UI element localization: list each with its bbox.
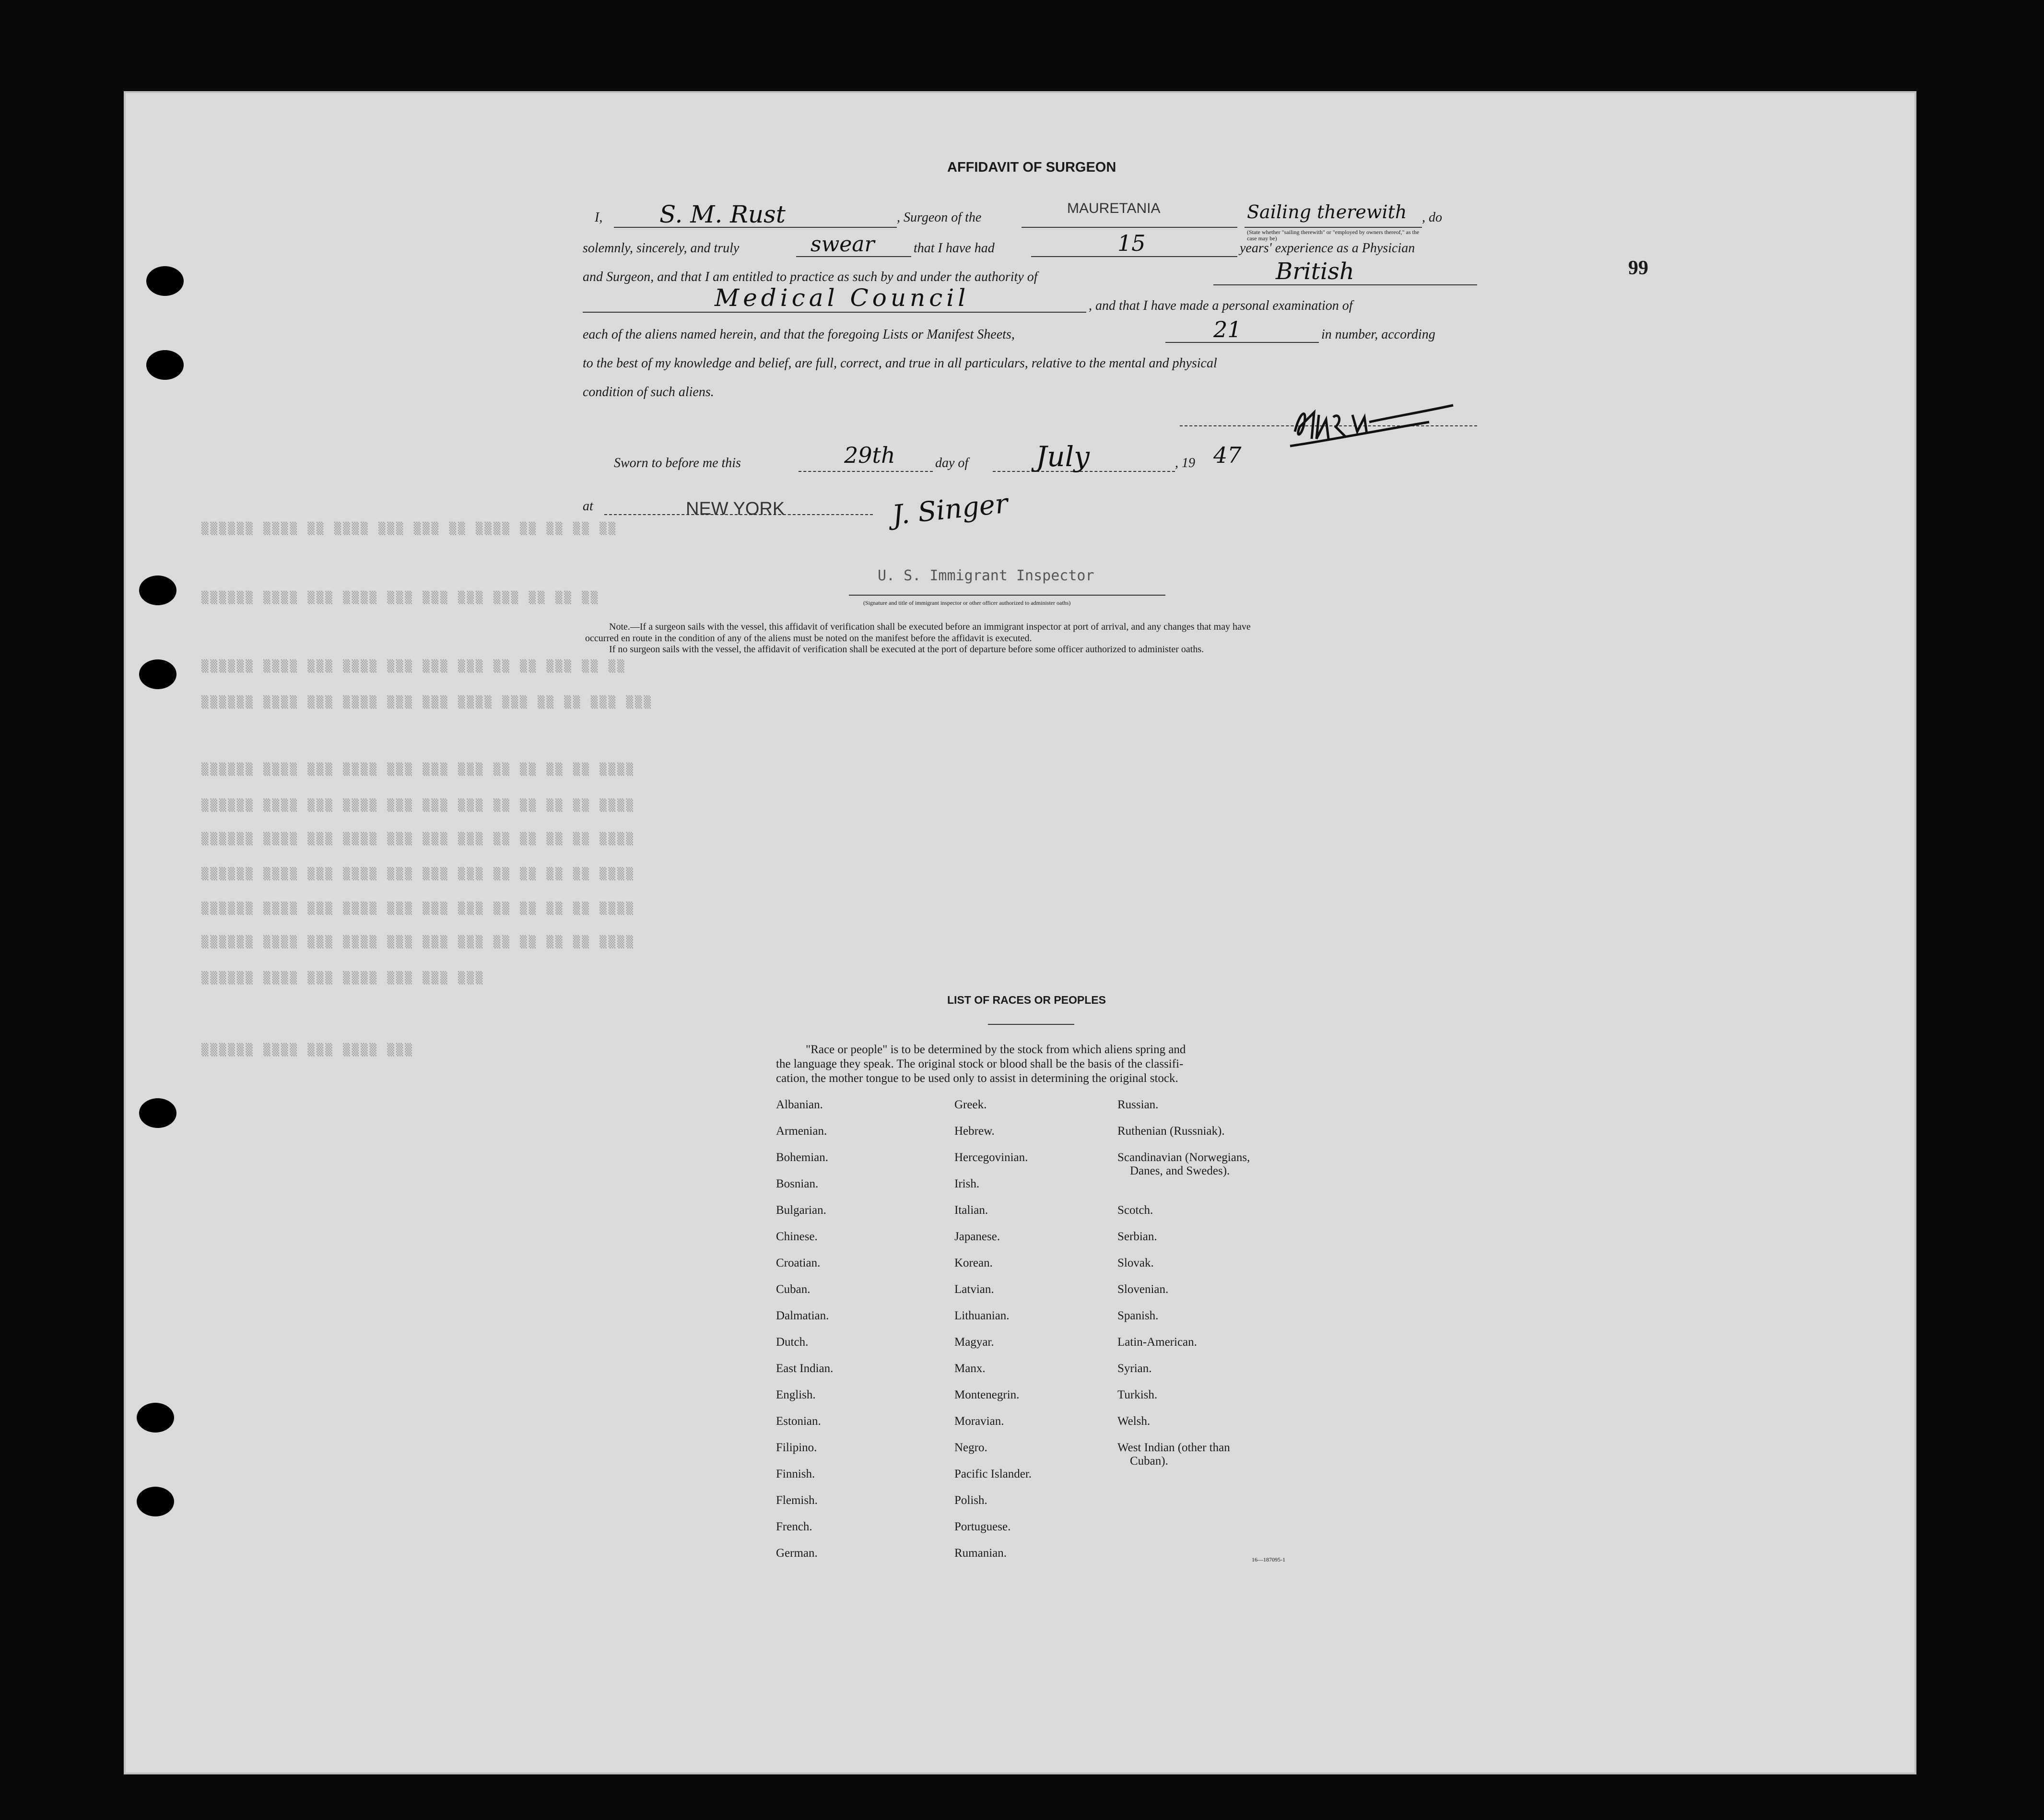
races-column-3 [1117, 1098, 1250, 1481]
race-item: Croatian. [776, 1256, 821, 1269]
line6: to the best of my knowledge and belief, are full, correct, and true in all particulars, relative to the mental and physical [583, 356, 1217, 371]
sworn-label: Sworn to before me this [614, 456, 741, 470]
race-item: Greek. [954, 1098, 987, 1111]
race-item: Russian. [1117, 1098, 1159, 1111]
race-item: Latvian. [954, 1283, 994, 1296]
surgeon-signature [1285, 393, 1458, 460]
sworn-month: July [1036, 440, 1090, 473]
line4: , and that I have made a personal examination of [1089, 298, 1353, 313]
race-item: Albanian. [776, 1098, 823, 1111]
oath-word: swear [811, 232, 875, 257]
line2-a: solemnly, sincerely, and truly [583, 241, 740, 256]
day-of-label: day of [935, 456, 969, 470]
binder-hole [139, 1098, 176, 1128]
race-item: Slovak. [1117, 1256, 1154, 1269]
line5-a: each of the aliens named herein, and that the foregoing Lists or Manifest Sheets, [583, 327, 1015, 342]
sailing-with: Sailing therewith [1247, 201, 1407, 223]
sheets-count: 21 [1213, 317, 1242, 342]
state-note: (State whether "sailing therewith" or "employed by owners thereof," as the case may be) [1247, 229, 1420, 242]
vessel-name: MAURETANIA [1067, 200, 1161, 216]
race-item: Cuban). [1130, 1455, 1168, 1468]
inspector-title: U. S. Immigrant Inspector [878, 567, 1094, 584]
race-item: Danes, and Swedes). [1130, 1164, 1230, 1177]
race-item: Syrian. [1117, 1362, 1152, 1375]
page-number: 99 [1628, 257, 1648, 279]
race-item: Cuban. [776, 1283, 811, 1296]
race-item: Scandinavian (Norwegians, [1117, 1151, 1250, 1164]
race-item: Serbian. [1117, 1230, 1157, 1243]
authority-line-1: British [1276, 258, 1354, 285]
race-item: Korean. [954, 1256, 993, 1269]
sworn-place: NEW YORK [686, 499, 785, 519]
race-item: Negro. [954, 1441, 987, 1454]
note-line-1: Note.—If a surgeon sails with the vessel, this affidavit of verification shall be executed before an immigrant inspector at port of arrival, and any changes that may have [609, 622, 1251, 632]
race-item: Turkish. [1117, 1388, 1158, 1401]
race-item: Hercegovinian. [954, 1151, 1028, 1164]
binder-hole [139, 659, 176, 689]
line3: and Surgeon, and that I am entitled to practice as such by and under the authority of [583, 270, 1038, 284]
note-line-3: If no surgeon sails with the vessel, the affidavit of verification shall be executed at the port of departure before some officer authorized to administer oaths. [609, 644, 1204, 655]
note-line-2: occurred en route in the condition of any of the aliens must be noted on the manifest before the affidavit is executed. [585, 633, 1032, 644]
race-item: Estonian. [776, 1415, 821, 1428]
race-item: Irish. [954, 1177, 980, 1190]
races-title: LIST OF RACES OR PEOPLES [947, 994, 1106, 1006]
form-number: 16—187095-1 [1252, 1556, 1285, 1563]
line2-b: that I have had [914, 241, 995, 256]
race-item: Filipino. [776, 1441, 817, 1454]
race-item: Finnish. [776, 1468, 815, 1480]
race-item: French. [776, 1520, 812, 1533]
do-label: , do [1422, 210, 1442, 225]
i-label: I, [595, 210, 603, 225]
race-item: Dalmatian. [776, 1309, 829, 1322]
race-item: German. [776, 1547, 818, 1560]
race-item: Italian. [954, 1204, 988, 1217]
race-item: English. [776, 1388, 816, 1401]
at-label: at [583, 499, 593, 514]
race-item: Latin-American. [1117, 1336, 1197, 1349]
race-item: East Indian. [776, 1362, 834, 1375]
binder-hole [137, 1487, 174, 1516]
race-item: Bohemian. [776, 1151, 829, 1164]
authority-line-2: Medical Council [715, 284, 970, 312]
race-item: Lithuanian. [954, 1309, 1010, 1322]
race-item: Bosnian. [776, 1177, 819, 1190]
races-intro-1: "Race or people" is to be determined by the stock from which aliens spring and [806, 1043, 1186, 1056]
races-column-2 [954, 1098, 1032, 1573]
race-item: Flemish. [776, 1494, 818, 1507]
race-item: Manx. [954, 1362, 986, 1375]
race-item: Montenegrin. [954, 1388, 1020, 1401]
binder-hole [146, 350, 184, 380]
race-item: Polish. [954, 1494, 987, 1507]
race-item: Moravian. [954, 1415, 1004, 1428]
sworn-day: 29th [844, 442, 895, 468]
inspector-signature: J. Singer [891, 488, 1010, 531]
race-item: Rumanian. [954, 1547, 1007, 1560]
race-item: Scotch. [1117, 1204, 1153, 1217]
race-item: Ruthenian (Russniak). [1117, 1125, 1225, 1138]
years-experience: 15 [1117, 230, 1146, 256]
year-prefix: , 19 [1175, 456, 1195, 470]
race-item: West Indian (other than [1117, 1441, 1230, 1454]
races-intro-2: the language they speak. The original stock or blood shall be the basis of the classifi- [776, 1057, 1184, 1070]
race-item: Chinese. [776, 1230, 818, 1243]
line7: condition of such aliens. [583, 385, 714, 399]
line2-c: years' experience as a Physician [1240, 241, 1415, 256]
race-item: Welsh. [1117, 1415, 1151, 1428]
races-intro-3: cation, the mother tongue to be used only to assist in determining the original stock. [776, 1072, 1178, 1085]
surgeon-of-label: , Surgeon of the [897, 210, 982, 225]
binder-hole [137, 1403, 174, 1433]
race-item: Portuguese. [954, 1520, 1011, 1533]
line5-b: in number, according [1321, 327, 1435, 342]
race-item: Magyar. [954, 1336, 994, 1349]
affidavit-title: AFFIDAVIT OF SURGEON [947, 160, 1116, 175]
race-item: Dutch. [776, 1336, 809, 1349]
race-item: Armenian. [776, 1125, 827, 1138]
race-item: Pacific Islander. [954, 1468, 1032, 1480]
race-item: Slovenian. [1117, 1283, 1169, 1296]
binder-hole [139, 575, 176, 605]
binder-hole [146, 266, 184, 296]
race-item: Spanish. [1117, 1309, 1159, 1322]
surgeon-name: S. M. Rust [659, 200, 786, 228]
year-suffix: 47 [1213, 442, 1242, 468]
races-column-1 [776, 1098, 833, 1573]
race-item: Japanese. [954, 1230, 1000, 1243]
inspector-caption: (Signature and title of immigrant inspector or other officer authorized to administer oaths) [863, 599, 1071, 606]
race-item: Bulgarian. [776, 1204, 826, 1217]
race-item: Hebrew. [954, 1125, 995, 1138]
